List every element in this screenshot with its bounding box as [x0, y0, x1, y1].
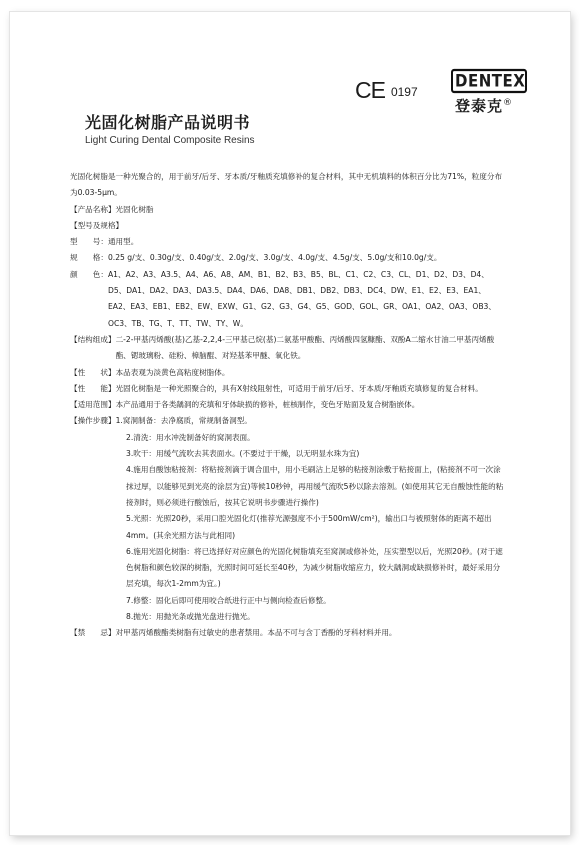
structure-row: [70, 332, 507, 365]
step-item: 1.窝洞制备：去净腐质，常规制备洞型。: [115, 416, 252, 426]
property-row: [70, 365, 507, 381]
ce-logo: CE: [355, 77, 385, 103]
property-label: 【性 状】: [70, 367, 116, 377]
scope-value: 本产品通用于各类龋洞的充填和牙体缺损的修补，桩核制作，变色牙贴面及复合树脂嵌体。: [115, 400, 420, 410]
model-value: 通用型。: [107, 237, 139, 247]
contraindication-label: 【禁 忌】: [70, 628, 116, 638]
ce-number: 0197: [390, 85, 418, 99]
brand-name-en: DENTEX: [451, 69, 527, 93]
step-item: 6.施用光固化树脂：将已选择好对应颜色的光固化树脂填充至窝洞或修补处，压实塑型以后，光照20秒。(对于遮色树脂和颜色较深的树脂，光照时间可延长至40秒，为减少树脂收缩应力，较大龋洞或缺损修补时，最好采用分层充填，每次1-2mm为宜。): [126, 546, 503, 589]
structure-label: 【结构组成】: [70, 334, 116, 344]
scope-row: [70, 397, 507, 413]
ce-mark: [355, 76, 418, 102]
step-item: 5.光照：光照20秒，采用口腔光固化灯(推荐光源强度不小于500mW/cm²)，输出口与被照射体的距离不超出4mm。(其余光照方法与此相同): [126, 514, 492, 540]
step-item: 3.吹干：用缓气流吹去其表面水。(不要过于干燥，以无明显水珠为宜): [126, 449, 360, 459]
property-value: 本品表观为淡黄色高粘度树脂体。: [115, 367, 230, 377]
document-title: 光固化树脂产品说明书: [85, 113, 251, 132]
product-name: 【产品名称】光固化树脂: [70, 204, 154, 214]
contraindication-value: 对甲基丙烯酸酯类树脂有过敏史的患者禁用。本品不可与含丁香酚的牙科材料并用。: [115, 628, 397, 638]
intro-paragraph: 光固化树脂是一种光聚合的，用于前牙/后牙、牙本质/牙釉质充填修补的复合材料，其中无机填料的体积百分比为71%，粒度分布为0.03-5μm。: [70, 172, 503, 198]
brand-logo: [451, 70, 527, 116]
scope-label: 【适用范围】: [70, 400, 116, 410]
color-value: A1、A2、A3、A3.5、A4、A6、A8、AM、B1、B2、B3、B5、BL、C1、C2、C3、CL、D1、D2、D3、D4、D5、DA1、DA2、DA3、DA3.5、DA4、DA6、DA8、DB1、DB2、DB3、DC4、DW、E1、E2、E3、EA1、EA2、EA3、EB1、EB2、EW、EXW、G1、G2、G3、G4、G5、GOD、GOL、GR、OA1、OA2、OA3、OB3、OC3、TB、TG、T、TT、TW、TY、W。: [107, 269, 496, 328]
spec-value: 0.25 g/支、0.30g/支、0.40g/支、2.0g/支、3.0g/支、4.0g/支、4.5g/支、5.0g/支和10.0g/支。: [107, 253, 442, 263]
spec-row: [70, 250, 507, 266]
steps-label: 【操作步骤】: [70, 416, 116, 426]
spec-label: 规 格：: [70, 253, 108, 263]
performance-label: 【性 能】: [70, 383, 116, 393]
brand-name-cn: [451, 95, 527, 116]
registered-mark: ®: [503, 98, 514, 108]
document-subtitle: Light Curing Dental Composite Resins: [85, 135, 255, 146]
step-item: 7.修整：固化后即可使用咬合纸进行正中与侧向检查后修整。: [126, 595, 331, 605]
model-label: 型 号：: [70, 237, 108, 247]
brand-name-cn-text: 登泰克: [455, 97, 504, 115]
performance-row: [70, 381, 507, 397]
steps-row: [70, 413, 507, 429]
performance-value: 光固化树脂是一种光照聚合的，具有X射线阻射性，可适用于前牙/后牙、牙本质/牙釉质充填修复的复合材料。: [115, 383, 483, 393]
contraindication-row: [70, 625, 507, 641]
step-item: 8.抛光：用抛光条或抛光盘进行抛光。: [126, 612, 255, 622]
model-heading: 【型号及规格】: [70, 220, 124, 230]
structure-value: 二-2-甲基丙烯酸(基)乙基-2,2,4-三甲基己烷(基)二氨基甲酸酯、丙烯酸四氢糠酯、双酚A二缩水甘油二甲基丙烯酸酯、锶玻璃粉、硅粉、樟脑醌、对羟基苯甲醚、氧化铁。: [115, 334, 495, 361]
color-label: 颜 色：: [70, 269, 108, 279]
color-row: [70, 267, 507, 332]
document-body: [70, 169, 507, 642]
step-item: 4.施用自酸蚀粘接剂：将粘接剂滴于调合皿中，用小毛刷沾上足够的粘接剂涂敷于粘接面上，(粘接剂不可一次涂抹过厚，以能够见到光亮的涂层为宜)等候10秒钟，再用缓气流吹5秒以除去溶剂。(如使用其它无自酸蚀性能的粘接剂时，则必须进行酸蚀后，按其它说明书步骤进行操作): [126, 465, 504, 507]
model-row: [70, 234, 507, 250]
step-item: 2.清洗：用水冲洗制备好的窝洞表面。: [126, 432, 255, 442]
